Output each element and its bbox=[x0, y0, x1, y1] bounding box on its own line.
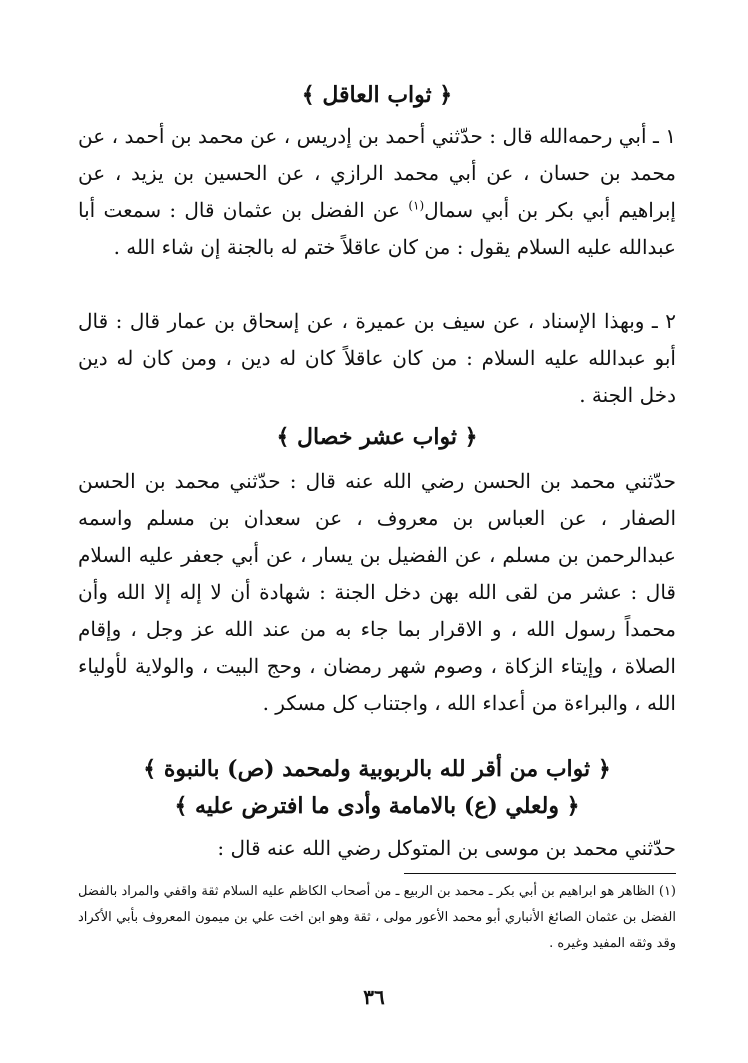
footnote-separator bbox=[404, 873, 676, 874]
section-heading-3-line-1: ﴿ ثواب من أقر لله بالربوبية ولمحمد (ص) بالنبوة ﴾ bbox=[143, 756, 611, 782]
paragraph-1-text-a: ١ ـ أبي رحمه‌الله قال : حدّثني أحمد بن إدريس ، عن محمد بن أحمد ، عن محمد بن حسان ، عن أبي محمد الرازي ، عن الحسين بن يزيد ، عن إبراهيم أبي بكر بن أبي سمال bbox=[78, 124, 676, 222]
paragraph-2: ٢ ـ وبهذا الإسناد ، عن سيف بن عميرة ، عن إسحاق بن عمار قال : قال أبو عبدالله عليه السلام : من كان عاقلاً كان له دين ، ومن كان له دين دخل الجنة . bbox=[78, 309, 676, 407]
paragraph-3: حدّثني محمد بن الحسن رضي الله عنه قال : حدّثني محمد بن الحسن الصفار ، عن العباس بن معروف ، عن سعدان بن مسلم واسمه عبدالرحمن بن مسلم ، عن الفضيل بن يسار ، عن أبي جعفر عليه السلام قال : عشر من لقى الله بهن دخل الجنة : شهادة أن لا إله إلا الله وأن محمداً رسول الله ، و الاقرار بما جاء به من عند الله عز وجل ، وإقام الصلاة ، وإيتاء الزكاة ، وصوم شهر رمضان ، وحج البيت ، والولاية لأولياء الله ، والبراءة من أعداء الله ، واجتناب كل مسكر . bbox=[78, 469, 676, 715]
footnote-reference: (١) bbox=[408, 198, 425, 213]
paragraph-1-text-b: عن الفضل بن عثمان قال : سمعت أبا عبدالله عليه السلام يقول : من كان عاقلاً ختم له بالجنة إن شاء الله . bbox=[78, 198, 676, 259]
paragraph-4: حدّثني محمد بن موسى بن المتوكل رضي الله عنه قال : bbox=[217, 836, 676, 860]
section-heading-2: ﴿ ثواب عشر خصال ﴾ bbox=[276, 424, 478, 450]
page-number: ٣٦ bbox=[363, 985, 385, 1009]
paragraph-1 bbox=[78, 118, 676, 266]
section-heading-3-line-2: ﴿ ولعلي (ع) بالامامة وأدى ما افترض عليه ﴾ bbox=[174, 793, 580, 819]
section-heading-1: ﴿ ثواب العاقل ﴾ bbox=[301, 82, 453, 108]
footnote: (١) الظاهر هو ابراهيم بن أبي بكر ـ محمد بن الربيع ـ من أصحاب الكاظم عليه السلام ثقة واقفي والمراد بالفضل الفضل بن عثمان الصائغ الأنباري أبو محمد الأعور مولى ، ثقة وهو ابن اخت علي بن ميمون المعروف بأبي الأكراد وقد وثقه المفيد وغيره . bbox=[78, 884, 676, 951]
